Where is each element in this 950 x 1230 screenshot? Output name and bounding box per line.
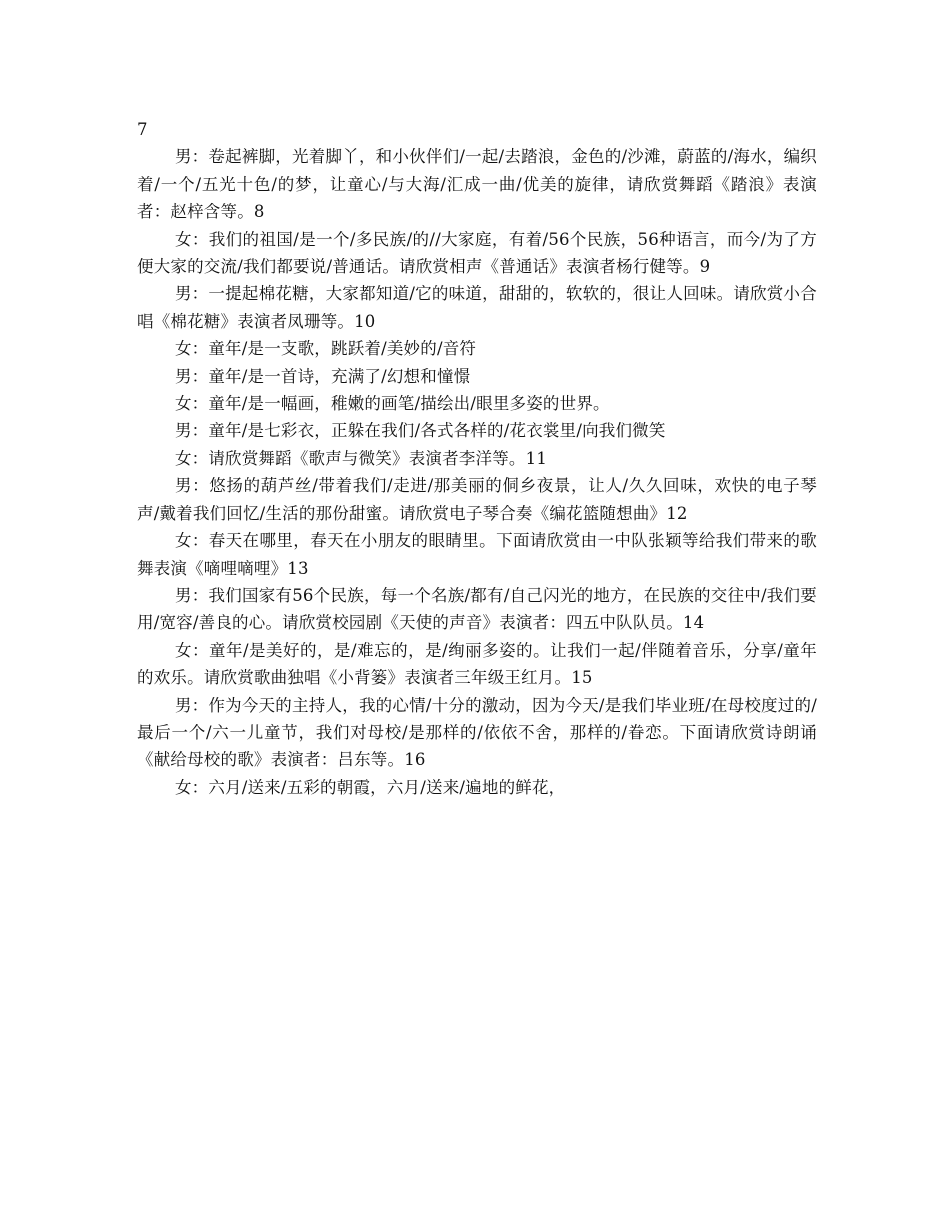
- page-number-marker: 7: [137, 120, 148, 139]
- paragraph-male-poem-recital: 男：作为今天的主持人，我的心情/十分的激动，因为今天/是我们毕业班/在母校度过的/最后一个/六一儿童节，我们对母校/是那样的/依依不舍，那样的/眷恋。下面请欣赏诗朗诵《献给母校的歌》表演者：吕东等。16: [137, 695, 817, 770]
- paragraph-male-cotton-candy: 男：一提起棉花糖，大家都知道/它的味道，甜甜的，软软的，很让人回味。请欣赏小合唱《棉花糖》表演者凤珊等。10: [137, 284, 817, 331]
- paragraph-female-dance-smile: 女：请欣赏舞蹈《歌声与微笑》表演者李洋等。11: [174, 448, 548, 468]
- paragraph-female-crosstalk: 女：我们的祖国/是一个/多民族/的//大家庭，有着/56个民族，56种语言，而今/为了方便大家的交流/我们都要说/普通话。请欣赏相声《普通话》表演者杨行健等。9: [137, 229, 817, 277]
- paragraph-female-childhood-song: 女：童年/是一支歌，跳跃着/美妙的/音符: [174, 339, 477, 359]
- paragraph-male-keyboard-ensemble: 男：悠扬的葫芦丝/带着我们/走进/那美丽的侗乡夜景，让人/久久回味，欢快的电子琴声/戴着我们回忆/生活的那份甜蜜。请欣赏电子琴合奏《编花篮随想曲》12: [137, 476, 817, 523]
- paragraph-male-childhood-rainbow: 男：童年/是七彩衣，正躲在我们/各式各样的/花衣裳里/向我们微笑: [174, 421, 666, 441]
- paragraph-female-june: 女：六月/送来/五彩的朝霞，六月/送来/遍地的鲜花，: [174, 777, 566, 797]
- document-body: [137, 116, 817, 801]
- paragraph-male-childhood-poem: 男：童年/是一首诗，充满了/幻想和憧憬: [174, 366, 471, 386]
- paragraph-female-childhood-painting: 女：童年/是一幅画，稚嫩的画笔/描绘出/眼里多姿的世界。: [174, 394, 610, 414]
- paragraph-female-song-dance: 女：春天在哪里，春天在小朋友的眼睛里。下面请欣赏由一中队张颖等给我们带来的歌舞表演《嘀哩嘀哩》13: [137, 531, 817, 578]
- paragraph-male-campus-drama: 男：我们国家有56个民族，每一个名族/都有/自己闪光的地方，在民族的交往中/我们要用/宽容/善良的心。请欣赏校园剧《天使的声音》表演者：四五中队队员。14: [137, 585, 817, 633]
- paragraph-female-solo-song: 女：童年/是美好的，是/难忘的，是/绚丽多姿的。让我们一起/伴随着音乐，分享/童年的欢乐。请欣赏歌曲独唱《小背篓》表演者三年级王红月。15: [137, 640, 817, 688]
- paragraph-male-dance-talang: 男：卷起裤脚，光着脚丫，和小伙伴们/一起/去踏浪，金色的/沙滩，蔚蓝的/海水，编织着/一个/五光十色/的梦，让童心/与大海/汇成一曲/优美的旋律，请欣赏舞蹈《踏浪》表演者：赵梓含等。8: [137, 147, 817, 222]
